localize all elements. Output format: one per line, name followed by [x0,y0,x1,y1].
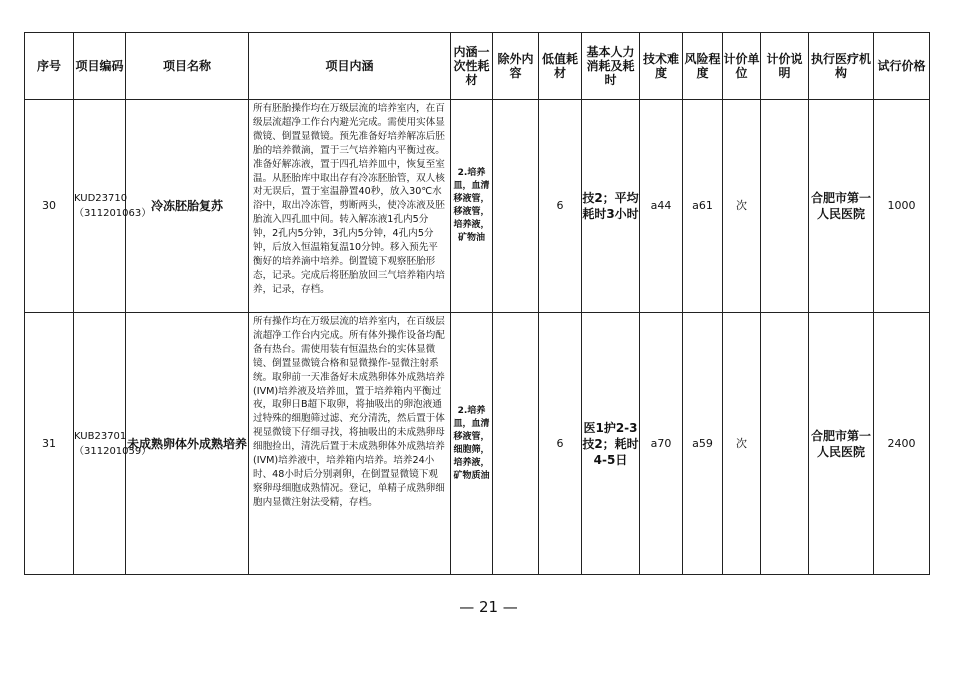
header-row [25,33,930,100]
header-cell: 项目名称 [126,33,249,100]
header-cell: 除外内容 [493,33,539,100]
item-content: 所有胚胎操作均在万级层流的培养室内，在百级层流超净工作台内避光完成。需使用实体显微镜、倒置显微镜。预先准备好培养解冻后胚胎的培养微滴，置于三气培养箱内平衡过夜。准备好解冻液，置于四孔培养皿中，恢复至室温。从胚胎库中取出存有冷冻胚胎管，双人核对无误后，置于室温静置40秒，放入30℃水浴中，取出冷冻管，剪断两头，使冷冻液及胚胎流入四孔皿中间。转入解冻液1孔内5分钟，2孔内5分钟，3孔内5分钟，4孔内5分钟，后放入恒温箱复温10分钟。移入预先平衡好的培养滴中培养。倒置镜下观察胚胎形态，记录。完成后将胚胎放回三气培养箱内培养，记录，存档。 [249,100,451,313]
excluded-content [493,100,539,313]
labor-time: 技2；平均耗时3小时 [582,100,640,313]
header-cell: 技术难度 [640,33,683,100]
header-cell: 项目编码 [74,33,126,100]
pricing-unit: 次 [723,313,761,575]
item-name: 未成熟卵体外成熟培养 [126,313,249,575]
item-name: 冷冻胚胎复苏 [126,100,249,313]
item-code: KUB23701（311201059） [74,313,126,575]
row-number: 31 [25,313,74,575]
header-cell: 基本人力消耗及耗时 [582,33,640,100]
disposable-materials: 2.培养皿，血清移液管，移液管，培养液，矿物油 [451,100,493,313]
pricing-table [24,32,930,575]
risk-level: a59 [683,313,723,575]
header-cell: 计价单位 [723,33,761,100]
pricing-note [761,100,809,313]
header-cell: 风险程度 [683,33,723,100]
institution: 合肥市第一人民医院 [809,100,874,313]
technical-difficulty: a44 [640,100,683,313]
labor-time: 医1护2-3技2；耗时4-5日 [582,313,640,575]
table-row [25,313,930,575]
item-code: KUD23710（311201063） [74,100,126,313]
header-cell: 计价说明 [761,33,809,100]
institution: 合肥市第一人民医院 [809,313,874,575]
risk-level: a61 [683,100,723,313]
header-cell: 试行价格 [874,33,930,100]
excluded-content [493,313,539,575]
trial-price: 1000 [874,100,930,313]
pricing-unit: 次 [723,100,761,313]
disposable-materials: 2.培养皿，血清移液管，细胞筛，培养液，矿物质油 [451,313,493,575]
trial-price: 2400 [874,313,930,575]
header-cell: 低值耗材 [539,33,582,100]
item-content: 所有操作均在万级层流的培养室内，在百级层流超净工作台内完成。所有体外操作设备均配备有热台。需使用装有恒温热台的实体显微镜、倒置显微镜合格和显微操作-显微注射系统。取卵前一天准备好未成熟卵体外成熟培养(IVM)培养液及培养皿，置于培养箱内平衡过夜，取卵日B超下取卵，将抽吸出的卵泡液通过特殊的细胞筛过滤、充分清洗，然后置于体视显微镜下仔细寻找，将抽吸出的未成熟卵母细胞捡出，清洗后置于未成熟卵体外成熟培养(IVM)培养液中，培养箱内培养。培养24小时、48小时后分别剥卵，在倒置显微镜下观察卵母细胞成熟情况。登记，单精子成熟卵细胞内显微注射法受精，存档。 [249,313,451,575]
header-cell: 序号 [25,33,74,100]
technical-difficulty: a70 [640,313,683,575]
table-row [25,100,930,313]
page-number: — 21 — [459,598,518,616]
header-cell: 项目内涵 [249,33,451,100]
low-value-materials: 6 [539,313,582,575]
pricing-note [761,313,809,575]
header-cell: 执行医疗机构 [809,33,874,100]
row-number: 30 [25,100,74,313]
header-cell: 内涵一次性耗材 [451,33,493,100]
low-value-materials: 6 [539,100,582,313]
